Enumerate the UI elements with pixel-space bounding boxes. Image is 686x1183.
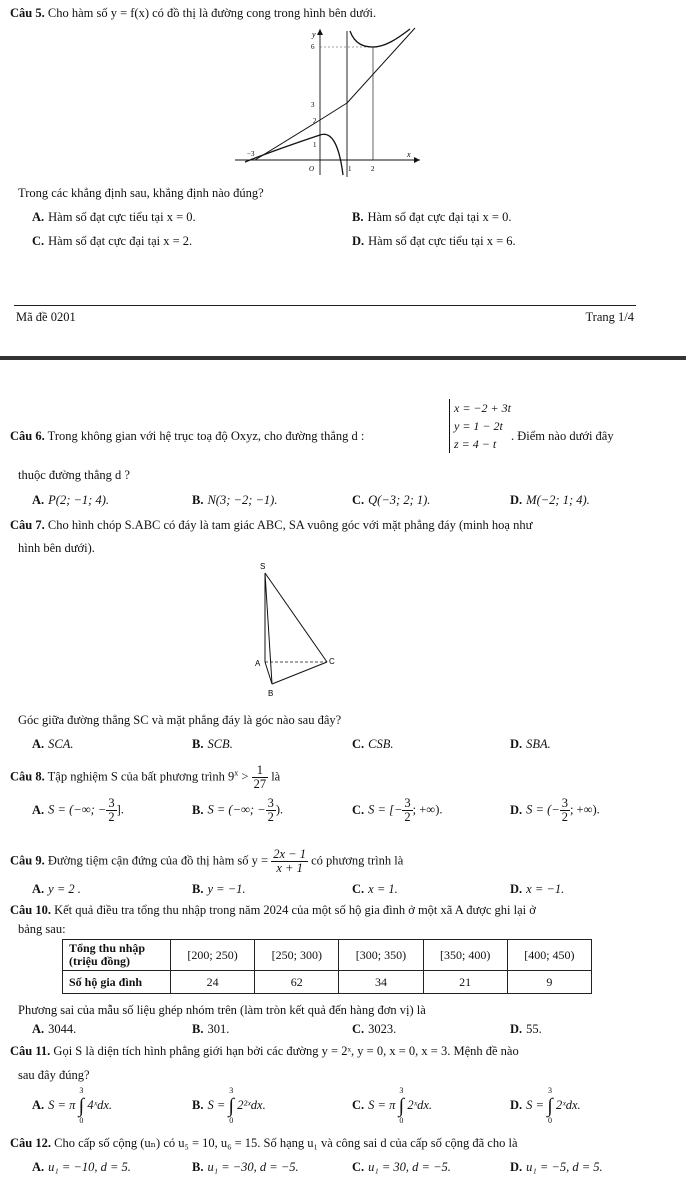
page-break xyxy=(0,356,686,360)
x-axis-arrow-icon xyxy=(414,157,420,163)
q8-option-a[interactable]: A. S = (−∞; − $\frac{3}{2}$ ]. xyxy=(32,796,124,825)
table-cell: 9 xyxy=(507,971,591,994)
table-cell: [200; 250) xyxy=(171,940,255,971)
q6-option-b[interactable]: B. N(3; −2; −1). xyxy=(192,493,278,507)
table-cell: 62 xyxy=(255,971,339,994)
q6-stem: Câu 6. Trong không gian với hệ trục toạ độ Oxyz, cho đường thẳng d : xyxy=(10,429,365,443)
vertex-c: C xyxy=(329,657,335,666)
q11-option-a[interactable]: A. S = π 3 ∫ 0 4ˣdx. xyxy=(32,1086,113,1125)
q7-question: Góc giữa đường thẳng SC và mặt phẳng đáy là góc nào sau đây? xyxy=(18,713,342,727)
q12-option-b[interactable]: B. u₁ = −30, d = −5. xyxy=(192,1160,299,1174)
q6-option-d[interactable]: D. M(−2; 1; 4). xyxy=(510,493,590,507)
q6-label: Câu 6. xyxy=(10,429,45,443)
q11-option-b[interactable]: B. S = 3 ∫ 0 2²ˣdx. xyxy=(192,1086,266,1125)
q10-question: Phương sai của mẫu số liệu ghép nhóm trên (làm tròn kết quả đến hàng đơn vị) là xyxy=(18,1003,426,1017)
q6-system: x = −2 + 3t y = 1 − 2t z = 4 − t xyxy=(449,399,511,453)
q10-label: Câu 10. xyxy=(10,903,51,917)
vertex-a: A xyxy=(255,659,261,668)
graph-tick-x1: 1 xyxy=(348,165,352,173)
graph-y-label: y xyxy=(312,30,316,39)
integral-icon: 3 ∫ 0 xyxy=(228,1086,235,1125)
graph-origin: O xyxy=(309,165,315,173)
q11-label: Câu 11. xyxy=(10,1044,51,1058)
q11-option-c[interactable]: C. S = π 3 ∫ 0 2ˣdx. xyxy=(352,1086,433,1125)
q12-option-a[interactable]: A. u₁ = −10, d = 5. xyxy=(32,1160,131,1174)
q10-option-d[interactable]: D. 55. xyxy=(510,1022,542,1036)
table-header-income: Tổng thu nhập (triệu đồng) xyxy=(63,940,171,971)
edge-sc xyxy=(265,573,327,662)
edge-bc xyxy=(272,662,327,684)
q5-option-d[interactable]: D. Hàm số đạt cực tiểu tại x = 6. xyxy=(352,234,516,248)
graph-tick-3: 3 xyxy=(311,101,315,109)
table-cell: 21 xyxy=(423,971,507,994)
q8-option-d[interactable]: D. S = (− $\frac{3}{2}$ ; +∞). xyxy=(510,796,600,825)
exam-code: Mã đề 0201 xyxy=(16,310,76,324)
table-cell: [250; 300) xyxy=(255,940,339,971)
q7-option-c[interactable]: C. CSB. xyxy=(352,737,394,751)
q8-option-b[interactable]: B. S = (−∞; − $\frac{3}{2}$ ). xyxy=(192,796,284,825)
q9-stem: Câu 9. Đường tiệm cận đứng của đồ thị hàm số y = $\frac{2x - 1}{x + 1}$ có phương trình là xyxy=(10,847,404,876)
q11-text-line2: sau đây đúng? xyxy=(18,1068,90,1082)
q7-option-d[interactable]: D. SBA. xyxy=(510,737,551,751)
table-cell: [400; 450) xyxy=(507,940,591,971)
q5-question: Trong các khẳng định sau, khẳng định nào đúng? xyxy=(18,186,264,200)
q8-option-c[interactable]: C. S = [− $\frac{3}{2}$ ; +∞). xyxy=(352,796,443,825)
q9-option-a[interactable]: A. y = 2 . xyxy=(32,882,81,896)
q7-pyramid-figure xyxy=(220,558,350,708)
table-cell: [350; 400) xyxy=(423,940,507,971)
q6-option-a[interactable]: A. P(2; −1; 4). xyxy=(32,493,110,507)
footer-rule xyxy=(14,305,636,306)
q9-label: Câu 9. xyxy=(10,853,45,868)
integral-icon: 3 ∫ 0 xyxy=(78,1086,85,1125)
graph-tick-x2: 2 xyxy=(371,165,375,173)
q5-stem xyxy=(10,6,376,21)
q7-stem: Câu 7. Cho hình chóp S.ABC có đáy là tam giác ABC, SA vuông góc với mặt phẳng đáy (minh hoạ như xyxy=(10,518,533,532)
q5-text: Cho hàm số y = f(x) có đồ thị là đường cong trong hình bên dưới. xyxy=(47,6,377,20)
q11-stem: Câu 11. Gọi S là diện tích hình phẳng giới hạn bởi các đường y = 2ˣ, y = 0, x = 0, x = 3. Mệnh đề nào xyxy=(10,1044,519,1058)
q5-option-c[interactable]: C. Hàm số đạt cực đại tại x = 2. xyxy=(32,234,193,248)
q12-option-c[interactable]: C. u₁ = 30, d = −5. xyxy=(352,1160,451,1174)
graph-tick-m3: −3 xyxy=(247,150,255,158)
q11-option-d[interactable]: D. S = 3 ∫ 0 2ˣdx. xyxy=(510,1086,581,1125)
page-number: Trang 1/4 xyxy=(585,310,634,324)
q9-fraction: $\frac{2x - 1}{x + 1}$ xyxy=(273,847,306,876)
q10-option-b[interactable]: B. 301. xyxy=(192,1022,230,1036)
table-cell: 24 xyxy=(171,971,255,994)
vertex-s: S xyxy=(260,562,266,571)
q5-option-b[interactable]: B. Hàm số đạt cực đại tại x = 0. xyxy=(352,210,512,224)
curve-right-branch xyxy=(350,29,410,47)
q9-option-b[interactable]: B. y = −1. xyxy=(192,882,246,896)
curve-left-branch xyxy=(245,134,343,175)
table-row-intervals xyxy=(63,940,592,971)
q5-graph xyxy=(225,25,425,180)
q8-label: Câu 8. xyxy=(10,769,45,784)
q9-option-d[interactable]: D. x = −1. xyxy=(510,882,565,896)
q5-label: Câu 5. xyxy=(10,6,45,20)
q7-label: Câu 7. xyxy=(10,518,45,532)
q5-option-a[interactable]: A. Hàm số đạt cực tiểu tại x = 0. xyxy=(32,210,196,224)
oblique-asymptote-3 xyxy=(347,28,415,103)
table-cell: [300; 350) xyxy=(339,940,423,971)
q6-option-c[interactable]: C. Q(−3; 2; 1). xyxy=(352,493,431,507)
table-header-households: Số hộ gia đình xyxy=(63,971,171,994)
q10-text-line2: bảng sau: xyxy=(18,922,66,936)
q10-stem: Câu 10. Kết quả điều tra tổng thu nhập trong năm 2024 của một số hộ gia đình ở một xã A được ghi lại ở xyxy=(10,903,536,917)
q7-text-line2: hình bên dưới). xyxy=(18,541,95,555)
y-axis-arrow-icon xyxy=(317,29,323,35)
oblique-asymptote-2 xyxy=(320,103,347,120)
graph-tick-2: 2 xyxy=(313,117,317,125)
q10-option-c[interactable]: C. 3023. xyxy=(352,1022,397,1036)
graph-tick-6: 6 xyxy=(311,43,315,51)
edge-sb xyxy=(265,573,272,684)
integral-icon: 3 ∫ 0 xyxy=(398,1086,405,1125)
q8-stem: Câu 8. Tập nghiệm S của bất phương trình $9^x$ > $\frac{1}{27}$ là xyxy=(10,763,281,792)
table-row-counts xyxy=(63,971,592,994)
q8-fraction: $\frac{1}{27}$ xyxy=(253,763,267,792)
q9-option-c[interactable]: C. x = 1. xyxy=(352,882,398,896)
q12-stem: Câu 12. Cho cấp số cộng (uₙ) có u₅ = 10, u₆ = 15. Số hạng u₁ và công sai d của cấp số cộng đã cho là xyxy=(10,1136,518,1150)
q7-option-a[interactable]: A. SCA. xyxy=(32,737,74,751)
q10-option-a[interactable]: A. 3044. xyxy=(32,1022,77,1036)
q10-frequency-table xyxy=(62,939,592,994)
integral-icon: 3 ∫ 0 xyxy=(547,1086,553,1125)
vertex-b: B xyxy=(268,689,274,698)
q6-text-line2: thuộc đường thẳng d ? xyxy=(18,468,130,482)
q12-label: Câu 12. xyxy=(10,1136,51,1150)
q12-option-d[interactable]: D. u₁ = −5, d = 5. xyxy=(510,1160,603,1174)
table-cell: 34 xyxy=(339,971,423,994)
q6-text-after: . Điểm nào dưới đây xyxy=(511,429,614,443)
q7-option-b[interactable]: B. SCB. xyxy=(192,737,233,751)
graph-x-label: x xyxy=(407,150,411,159)
graph-tick-1: 1 xyxy=(313,141,317,149)
